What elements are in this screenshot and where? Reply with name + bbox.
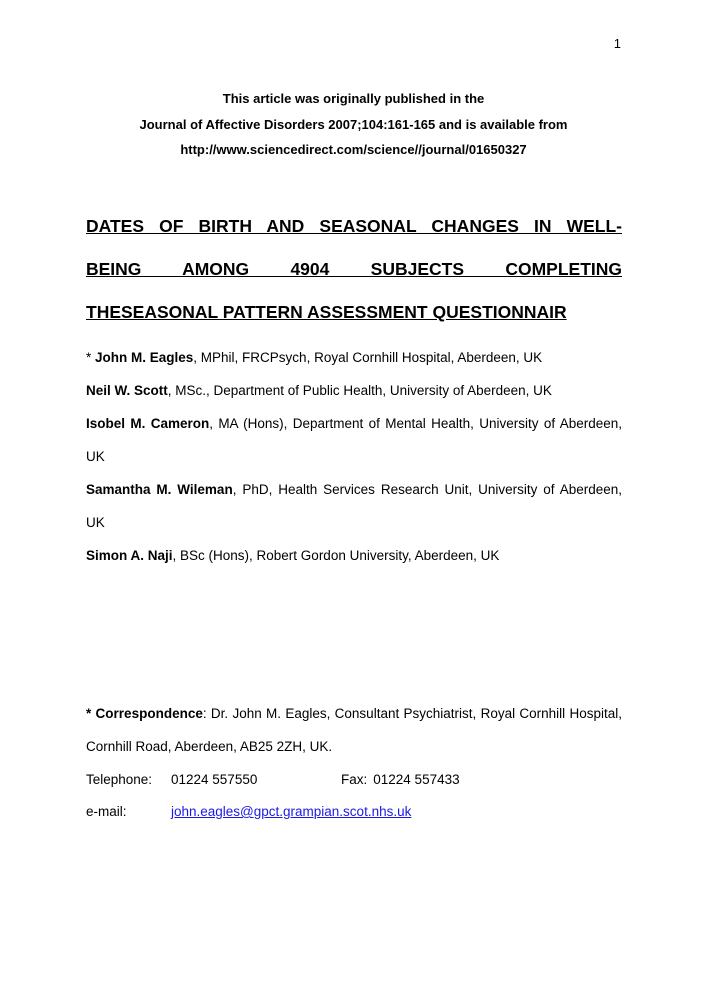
author-name: Isobel M. Cameron <box>86 416 210 431</box>
author-entry <box>86 539 622 572</box>
author-entry <box>86 407 622 473</box>
author-affiliation: , PhD, Health Services Research Unit, University of Aberdeen, UK <box>86 482 622 530</box>
author-list <box>86 341 622 572</box>
fax-value: 01224 557433 <box>373 772 460 787</box>
author-entry <box>86 374 622 407</box>
author-affiliation: , MA (Hons), Department of Mental Health, University of Aberdeen, UK <box>86 416 622 464</box>
author-name: Samantha M. Wileman <box>86 482 233 497</box>
author-prefix: * <box>86 350 96 365</box>
publication-note-line-2: Journal of Affective Disorders 2007;104:161-165 and is available from <box>139 116 568 132</box>
telephone-label: Telephone: <box>86 772 153 787</box>
author-affiliation: , MPhil, FRCPsych, Royal Cornhill Hospital, Aberdeen, UK <box>193 350 543 365</box>
correspondence-address: : Dr. John M. Eagles, Consultant Psychiatrist, Royal Cornhill Hospital, Cornhill Road, Aberdeen, AB25 2ZH, UK. <box>86 706 623 754</box>
publication-note <box>0 86 707 163</box>
publication-note-url: http://www.sciencedirect.com/science//journal/01650327 <box>180 142 527 157</box>
author-name: Neil W. Scott <box>86 383 168 398</box>
email-label: e-mail: <box>86 804 127 819</box>
author-affiliation: , MSc., Department of Public Health, University of Aberdeen, UK <box>167 383 552 398</box>
telephone-value: 01224 557550 <box>171 772 258 787</box>
title-line-3: THESEASONAL PATTERN ASSESSMENT QUESTIONNAIR <box>86 302 567 322</box>
publication-note-line-1: This article was originally published in the <box>222 91 485 106</box>
title-line-1: DATES OF BIRTH AND SEASONAL CHANGES IN WELL- <box>86 216 622 236</box>
title-line-2: BEING AMONG 4904 SUBJECTS COMPLETING <box>86 259 622 279</box>
correspondence-block <box>86 697 622 763</box>
email-link[interactable]: john.eagles@gpct.grampian.scot.nhs.uk <box>171 804 412 819</box>
page-number: 1 <box>613 36 621 51</box>
author-name: Simon A. Naji <box>86 548 173 563</box>
author-entry <box>86 341 622 374</box>
author-name: John M. Eagles <box>95 350 194 365</box>
article-title <box>86 205 622 334</box>
author-entry <box>86 473 622 539</box>
phone-fax-line <box>86 763 460 796</box>
email-line <box>86 795 411 828</box>
author-affiliation: , BSc (Hons), Robert Gordon University, Aberdeen, UK <box>172 548 500 563</box>
fax-label: Fax: <box>341 772 368 787</box>
correspondence-label: * Correspondence <box>86 706 203 721</box>
